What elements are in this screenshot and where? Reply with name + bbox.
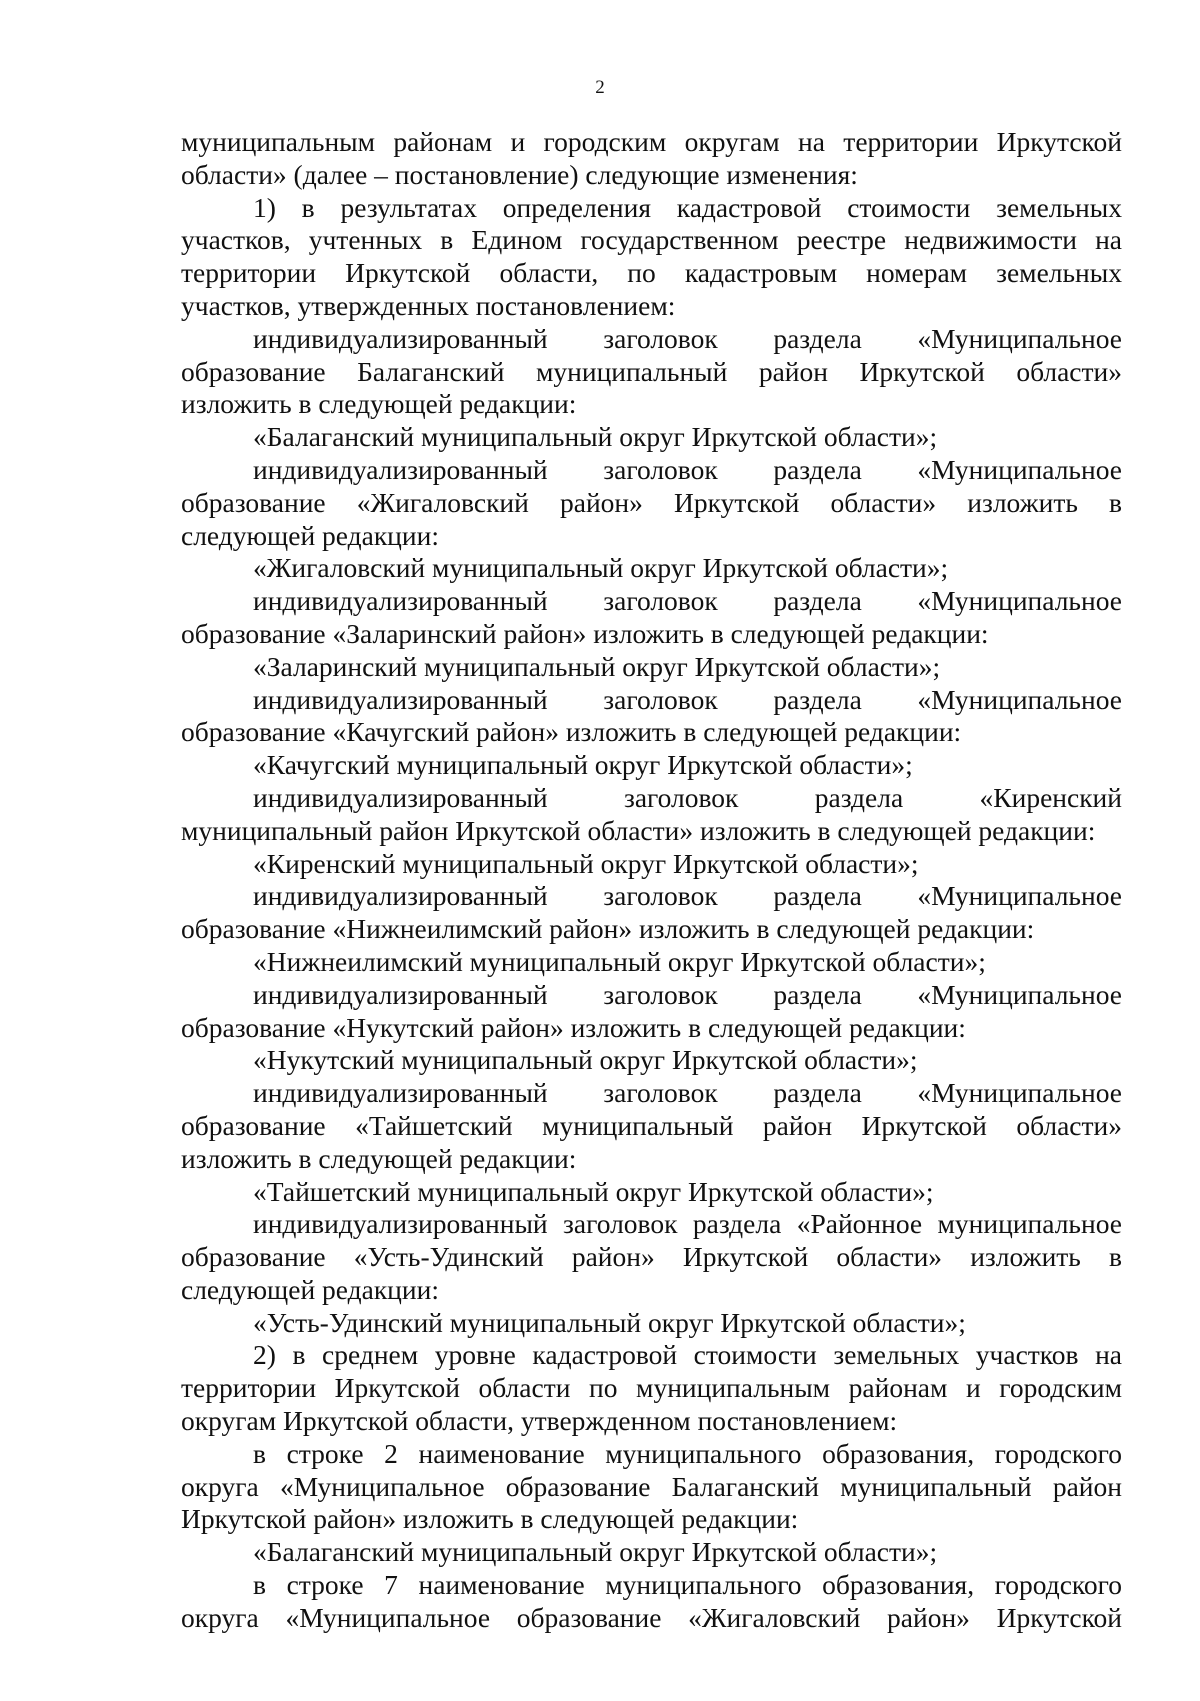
text-line: образование «Нижнеилимский район» изложить в следующей редакции: bbox=[181, 913, 1035, 945]
page-number: 2 bbox=[595, 77, 605, 98]
text-line: образование «Усть-Удинский район» Иркутской области» изложить в bbox=[181, 1241, 1122, 1273]
text-line: муниципальным районам и городским округам на территории Иркутской bbox=[181, 126, 1122, 157]
text-line: «Нукутский муниципальный округ Иркутской области»; bbox=[253, 1044, 918, 1076]
text-line: индивидуализированный заголовок раздела «Муниципальное bbox=[253, 453, 1122, 485]
text-line: участков, учтенных в Едином государственном реестре недвижимости на bbox=[181, 224, 1122, 256]
text-line: «Балаганский муниципальный округ Иркутской области»; bbox=[253, 421, 938, 453]
text-line: индивидуализированный заголовок раздела «Муниципальное bbox=[253, 880, 1122, 912]
text-line: Иркутской район» изложить в следующей редакции: bbox=[181, 1503, 799, 1535]
text-line: «Заларинский муниципальный округ Иркутской области»; bbox=[253, 650, 941, 682]
text-line: округа «Муниципальное образование Балаганский муниципальный район bbox=[181, 1470, 1122, 1502]
text-line: индивидуализированный заголовок раздела «Муниципальное bbox=[253, 978, 1122, 1010]
text-line: округам Иркутской области, утвержденном постановлением: bbox=[181, 1405, 898, 1437]
text-line: территории Иркутской области, по кадастровым номерам земельных bbox=[181, 257, 1122, 289]
text-line: образование «Качугский район» изложить в следующей редакции: bbox=[181, 716, 962, 748]
text-line: «Киренский муниципальный округ Иркутской области»; bbox=[253, 847, 919, 879]
document-body bbox=[181, 126, 1122, 1635]
text-line: образование «Нукутский район» изложить в следующей редакции: bbox=[181, 1011, 966, 1043]
text-line: индивидуализированный заголовок раздела «Муниципальное bbox=[253, 322, 1122, 354]
text-line: территории Иркутской области по муниципальным районам и городским bbox=[181, 1372, 1122, 1404]
text-line: образование Балаганский муниципальный район Иркутской области» bbox=[181, 355, 1122, 387]
text-line: образование «Тайшетский муниципальный район Иркутской области» bbox=[181, 1109, 1122, 1141]
text-line: в строке 7 наименование муниципального образования, городского bbox=[253, 1569, 1122, 1601]
text-line: участков, утвержденных постановлением: bbox=[181, 289, 676, 321]
text-line: изложить в следующей редакции: bbox=[181, 1142, 577, 1174]
text-line: «Балаганский муниципальный округ Иркутской области»; bbox=[253, 1536, 938, 1568]
text-line: следующей редакции: bbox=[181, 519, 439, 551]
text-line: муниципальный район Иркутской области» изложить в следующей редакции: bbox=[181, 814, 1096, 846]
text-line: «Тайшетский муниципальный округ Иркутской области»; bbox=[253, 1175, 934, 1207]
text-line: «Усть-Удинский муниципальный округ Иркутской области»; bbox=[253, 1306, 966, 1338]
text-line: образование «Заларинский район» изложить в следующей редакции: bbox=[181, 617, 989, 649]
text-line: индивидуализированный заголовок раздела «Муниципальное bbox=[253, 683, 1122, 715]
text-line: индивидуализированный заголовок раздела «Муниципальное bbox=[253, 1077, 1122, 1109]
text-line: области» (далее – постановление) следующие изменения: bbox=[181, 158, 858, 190]
text-line: 2) в среднем уровне кадастровой стоимости земельных участков на bbox=[253, 1339, 1122, 1371]
text-line: в строке 2 наименование муниципального образования, городского bbox=[253, 1437, 1122, 1469]
text-line: следующей редакции: bbox=[181, 1273, 439, 1305]
text-line: «Качугский муниципальный округ Иркутской области»; bbox=[253, 749, 913, 781]
text-line: индивидуализированный заголовок раздела «Киренский bbox=[253, 781, 1122, 813]
text-line: индивидуализированный заголовок раздела «Районное муниципальное bbox=[253, 1208, 1122, 1240]
text-line: «Жигаловский муниципальный округ Иркутской области»; bbox=[253, 552, 949, 584]
text-line: индивидуализированный заголовок раздела «Муниципальное bbox=[253, 585, 1122, 617]
text-line: «Нижнеилимский муниципальный округ Иркутской области»; bbox=[253, 945, 986, 977]
text-line: округа «Муниципальное образование «Жигаловский район» Иркутской bbox=[181, 1601, 1122, 1633]
text-line: образование «Жигаловский район» Иркутской области» изложить в bbox=[181, 486, 1122, 518]
text-line: 1) в результатах определения кадастровой стоимости земельных bbox=[253, 191, 1122, 223]
text-line: изложить в следующей редакции: bbox=[181, 388, 577, 420]
